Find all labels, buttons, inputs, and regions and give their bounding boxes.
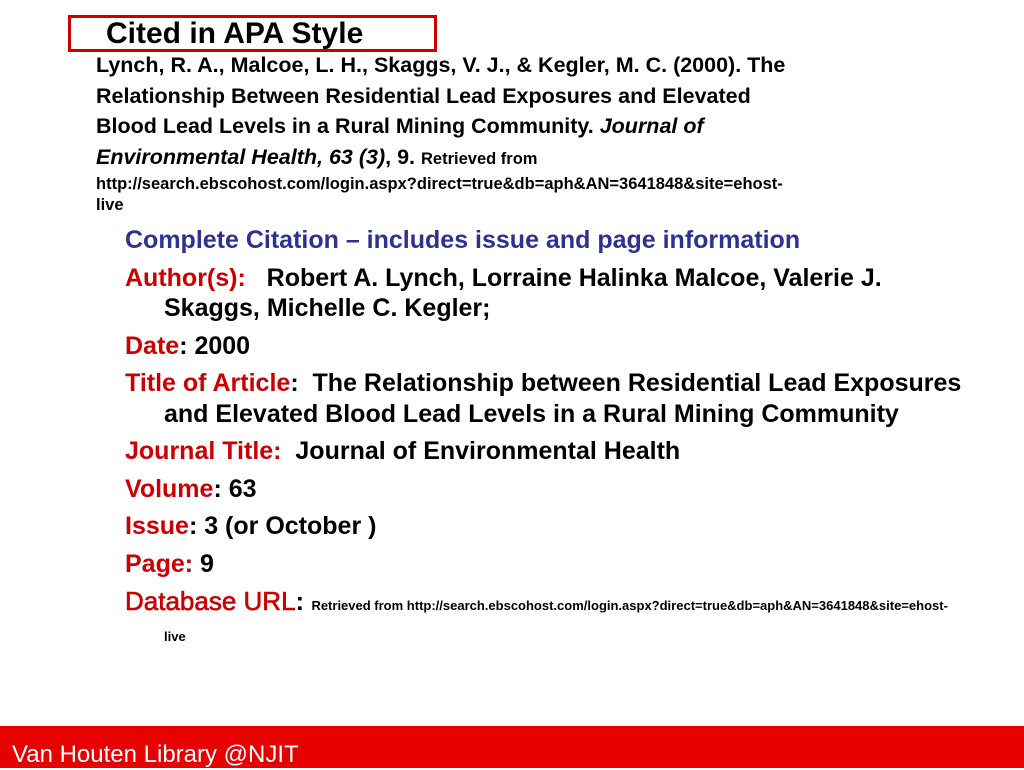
- item-label: Title of Article: [125, 369, 291, 397]
- citation-line: Lynch, R. A., Malcoe, L. H., Skaggs, V. J., & Kegler, M. C. (2000). The: [96, 53, 786, 77]
- item-value: : 63: [213, 474, 257, 503]
- citation-text: Blood Lead Levels in a Rural Mining Community.: [96, 114, 600, 138]
- journal-name: Environmental Health, 63 (3): [96, 144, 386, 169]
- footer-text: Van Houten Library @NJIT: [12, 741, 299, 768]
- list-item-volume: [125, 474, 965, 505]
- slide-title: Cited in APA Style: [106, 17, 364, 50]
- item-label: Page:: [125, 549, 194, 578]
- citation-text: , 9.: [385, 144, 421, 169]
- list-item-journal-title: [125, 436, 965, 467]
- item-value: : 2000: [179, 331, 251, 360]
- apa-citation: [96, 50, 936, 216]
- list-item-issue: [125, 511, 965, 542]
- citation-line: Relationship Between Residential Lead Exposures and Elevated: [96, 83, 751, 108]
- list-item-page: [125, 549, 965, 580]
- item-value: Retrieved from http://search.ebscohost.com/login.aspx?direct=true&db=aph&AN=3641848&site=ehost-live: [164, 598, 948, 644]
- list-item-database-url: [125, 586, 965, 647]
- citation-url: http://search.ebscohost.com/login.aspx?direct=true&db=aph&AN=3641848&site=ehost-: [96, 175, 783, 193]
- item-label: Journal Title:: [125, 437, 282, 465]
- item-colon: :: [295, 586, 312, 616]
- journal-name: Journal of: [599, 114, 704, 138]
- citation-parts-list: [125, 225, 969, 654]
- citation-line: [96, 142, 936, 175]
- retrieved-from: Retrieved from: [421, 149, 538, 168]
- item-label: Volume: [125, 474, 214, 503]
- item-value: Robert A. Lynch, Lorraine Halinka Malcoe, Valerie J. Skaggs, Michelle C. Kegler;: [164, 263, 889, 322]
- list-item-article-title: [125, 368, 969, 429]
- citation-line: [96, 111, 936, 142]
- item-label: Date: [125, 331, 180, 360]
- item-label: Issue: [125, 512, 189, 540]
- list-item-date: [125, 331, 965, 362]
- list-heading: Complete Citation – includes issue and page information: [125, 226, 801, 254]
- footer-bar: [0, 726, 1024, 768]
- item-value: 9: [193, 549, 214, 578]
- item-label: Database URL: [125, 586, 296, 616]
- item-label: Author(s):: [125, 263, 246, 292]
- item-value: : The Relationship between Residential Lead Exposures and Elevated Blood Lead Levels in a Rural Mining Community: [164, 369, 969, 428]
- item-value: : 3 (or October ): [188, 512, 377, 540]
- citation-url: live: [96, 196, 124, 214]
- item-value: Journal of Environmental Health: [281, 437, 681, 465]
- list-item-author: [125, 263, 965, 324]
